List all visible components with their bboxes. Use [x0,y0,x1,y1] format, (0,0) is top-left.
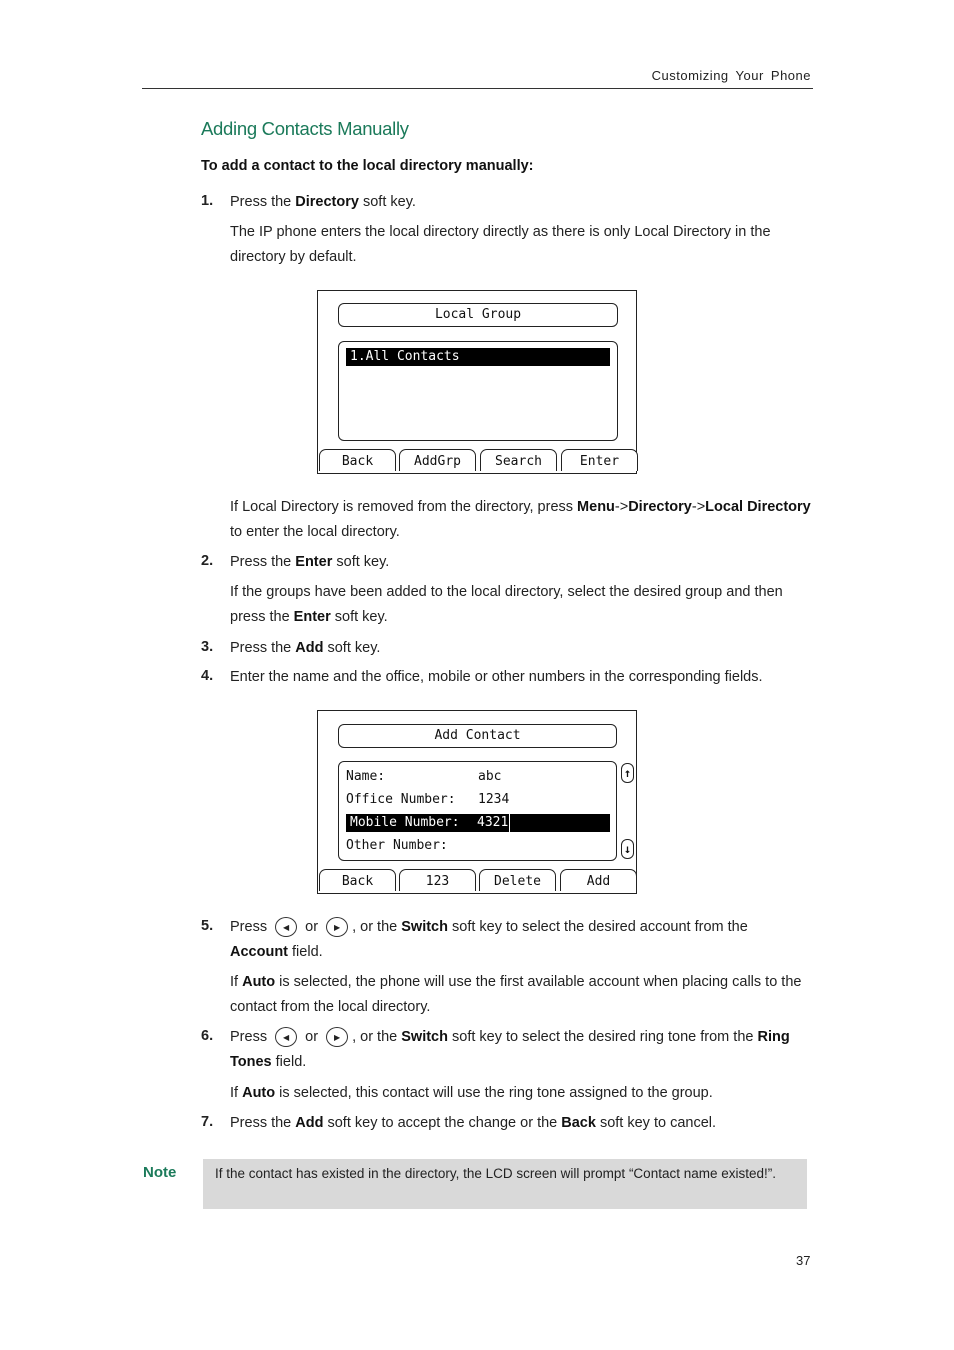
step-2 [230,550,815,575]
right-arrow-key-icon: ▶ [326,1027,348,1047]
softkey-123[interactable]: 123 [399,869,476,891]
switch-key-label: Switch [401,1029,448,1045]
step-5-mid-text: , or the [352,919,402,935]
step-7 [230,1111,815,1136]
left-arrow-key-icon: ◀ [275,1027,297,1047]
softkey-delete[interactable]: Delete [479,869,556,891]
step-4: Enter the name and the office, mobile or other numbers in the corresponding fields. [230,669,763,685]
step-6-detail-end: is selected, this contact will use the ring tone assigned to the group. [275,1085,713,1101]
directory-key-label: Directory [295,194,359,210]
arrow-separator: -> [614,499,629,515]
softkey-back[interactable]: Back [319,449,396,471]
step-5-text-end: soft key to select the desired account from the [447,919,748,935]
left-arrow-key-icon: ◀ [275,917,297,937]
local-directory-note-end: to enter the local directory. [230,524,400,540]
page-number: 37 [796,1253,811,1268]
right-arrow-key-icon: ▶ [326,917,348,937]
step-2-detail-end: soft key. [330,609,388,625]
switch-key-label: Switch [401,919,448,935]
step-2-text-end: soft key. [332,554,390,570]
contact-form [338,761,617,861]
local-directory-note [230,495,815,545]
step-6-number: 6. [201,1028,214,1044]
or-text: or [305,919,319,935]
screen-title: Add Contact [338,724,617,748]
header-divider [142,88,813,89]
scroll-up-icon[interactable]: ↑ [621,763,634,783]
arrow-separator: -> [691,499,706,515]
menu-key-label: Menu [577,499,615,515]
running-header: Customizing Your Phone [651,68,811,83]
note-label: Note [143,1164,177,1181]
add-key-label: Add [295,640,324,656]
step-6-text-end: soft key to select the desired ring tone from the [447,1029,758,1045]
step-5-detail-text: If [230,974,243,990]
step-5-detail [230,970,815,1020]
step-5-field-end: field. [288,944,323,960]
enter-key-label: Enter [295,554,333,570]
field-label-mobile: Mobile Number: [350,815,460,830]
step-3-number: 3. [201,639,214,655]
auto-label: Auto [242,974,276,990]
field-value-mobile[interactable]: 4321 [477,815,509,830]
step-5 [230,915,815,965]
step-3 [230,636,815,661]
step-7-text: Press the [230,1115,296,1131]
step-6-text: Press [230,1029,268,1045]
scroll-down-icon[interactable]: ↓ [621,839,634,859]
softkey-addgrp[interactable]: AddGrp [399,449,476,471]
step-6 [230,1025,820,1075]
field-label-other: Other Number: [346,838,448,853]
softkey-add[interactable]: Add [560,869,637,891]
group-item-selected[interactable]: 1.All Contacts [346,348,610,366]
lcd-screen-local-group [317,290,637,474]
or-text: or [305,1029,319,1045]
directory-path-label: Directory [628,499,692,515]
enter-key-label: Enter [293,609,331,625]
step-6-mid-text: , or the [352,1029,402,1045]
ring-tones-field-label: Ring Tones [230,1029,790,1070]
field-value-office[interactable]: 1234 [478,792,510,807]
step-5-detail-end: is selected, the phone will use the first available account when placing calls to the contact from the local directory. [230,974,802,1015]
step-6-field-end: field. [271,1054,307,1070]
field-label-name: Name: [346,769,386,784]
step-2-number: 2. [201,553,214,569]
note-box [203,1159,807,1209]
step-4-number: 4. [201,668,214,684]
field-value-name[interactable]: abc [478,769,502,784]
step-6-detail [230,1081,815,1106]
local-directory-label: Local Directory [705,499,811,515]
screen-title: Local Group [338,303,618,327]
step-1-detail: The IP phone enters the local directory directly as there is only Local Directory in the directory by default. [230,224,771,265]
step-3-text: Press the [230,640,296,656]
back-key-label: Back [561,1115,596,1131]
step-6-detail-text: If [230,1085,243,1101]
step-1-text-end: soft key. [358,194,416,210]
softkey-enter[interactable]: Enter [561,449,638,471]
field-row-mobile-selected[interactable] [346,814,610,832]
step-1 [230,190,815,215]
field-label-office: Office Number: [346,792,456,807]
step-1-text: Press the [230,194,296,210]
procedure-title: To add a contact to the local directory manually: [201,158,534,174]
step-1-number: 1. [201,193,214,209]
step-5-number: 5. [201,918,214,934]
softkey-search[interactable]: Search [480,449,557,471]
step-5-text: Press [230,919,268,935]
step-2-text: Press the [230,554,296,570]
note-text: If the contact has existed in the directory, the LCD screen will prompt “Contact name existed!”. [215,1166,777,1181]
step-2-detail [230,580,815,630]
group-list [338,341,618,441]
lcd-screen-add-contact [317,710,637,894]
step-7-text-end: soft key to cancel. [595,1115,717,1131]
softkey-back[interactable]: Back [319,869,396,891]
local-directory-note-text: If Local Directory is removed from the directory, press [230,499,578,515]
step-7-number: 7. [201,1114,214,1130]
add-key-label: Add [295,1115,324,1131]
account-field-label: Account [230,944,288,960]
step-2-detail-text: If the groups have been added to the local directory, select the desired group and then press the [230,584,783,625]
step-7-mid-text: soft key to accept the change or the [323,1115,562,1131]
section-title: Adding Contacts Manually [201,118,409,139]
auto-label: Auto [242,1085,276,1101]
step-3-text-end: soft key. [323,640,381,656]
